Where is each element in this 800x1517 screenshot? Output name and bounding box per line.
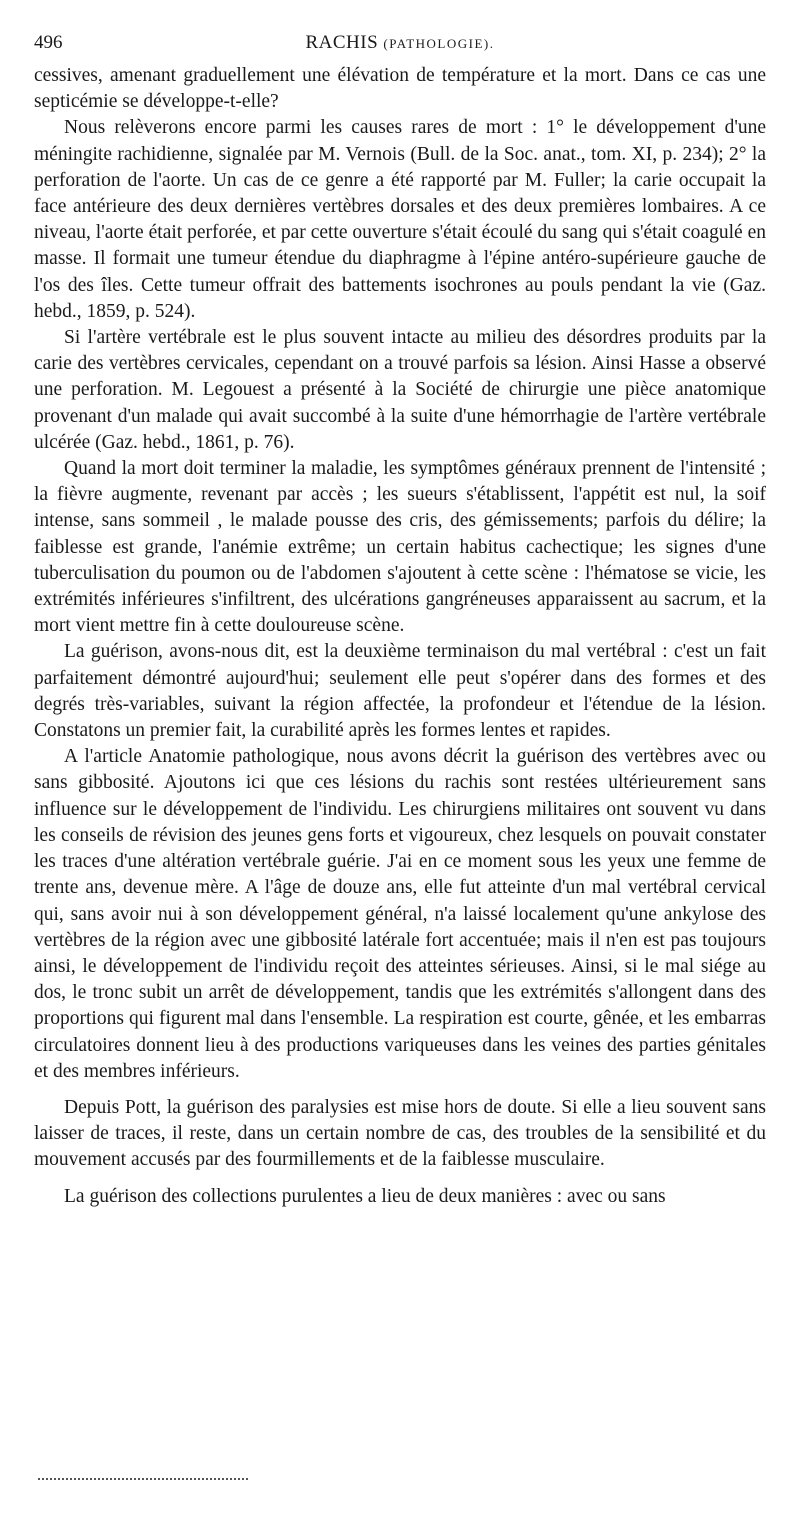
paragraph: Quand la mort doit terminer la maladie, les symptômes généraux prennent de l'intensité ; la fièvre augmente, revenant par accès ; les sueurs s'établissent, l'appétit est nul, la soif intense, sans sommeil , le malade pousse des cris, des gémissements; parfois du délire; la faiblesse est grande, l'anémie extrême; un certain habitus cachectique; les signes d'une tuberculisation du poumon ou de l'abdomen s'ajoutent à cette scène : l'hématose se vicie, les extrémités inférieures s'infiltrent, des ulcérations gangréneuses apparaissent au sacrum, et la mort vient mettre fin à cette douloureuse scène. (34, 458, 766, 637)
paragraph: La guérison, avons-nous dit, est la deuxième terminaison du mal vertébral : c'est un fait parfaitement démontré aujourd'hui; seulement elle peut s'opérer dans des formes et des degrés très-variables, suivant la région affectée, la profondeur et l'étendue de la lésion. Constatons un premier fait, la curabilité après les formes lentes et rapides. (34, 641, 766, 742)
page-number: 496 (34, 32, 63, 53)
paragraph: Nous relèverons encore parmi les causes rares de mort : 1° le développement d'une méningite rachidienne, signalée par M. Vernois (Bull. de la Soc. anat., tom. XI, p. 234); 2° la perforation de l'aorte. Un cas de ce genre a été rapporté par M. Fuller; la carie occupait la face antérieure des deux dernières vertèbres dorsales et des deux premières lombaires. A ce niveau, l'aorte était perforée, et par cette ouverture s'était écoulé du sang qui s'était coagulé en masse. Il formait une tumeur étendue du diaphragme à l'épine antéro-supérieure gauche de l'os des îles. Cette tumeur offrait des battements isochrones au pouls pendant la vie (Gaz. hebd., 1859, p. 524). (34, 117, 766, 322)
running-title-main: RACHIS (305, 32, 379, 53)
paragraph: Si l'artère vertébrale est le plus souvent intacte au milieu des désordres produits par la carie des vertèbres cervicales, cependant on a trouvé parfois sa lésion. Ainsi Hasse a observé une perforation. M. Legouest a présenté à la Société de chirurgie une pièce anatomique provenant d'un malade qui avait succombé à la suite d'une hémorrhagie de l'artère vertébrale ulcérée (Gaz. hebd., 1861, p. 76). (34, 327, 766, 453)
running-title (34, 30, 766, 57)
body-text (34, 63, 766, 1210)
footer-dotted-rule (38, 1478, 248, 1480)
paragraph: A l'article Anatomie pathologique, nous avons décrit la guérison des vertèbres avec ou sans gibbosité. Ajoutons ici que ces lésions du rachis sont restées ultérieurement sans influence sur le développement de l'individu. Les chirurgiens militaires ont souvent vu dans les conseils de révision des jeunes gens forts et vigoureux, chez lesquels on pouvait constater les traces d'une altération vertébrale guérie. J'ai en ce moment sous les yeux une femme de trente ans, devenue mère. A l'âge de douze ans, elle fut atteinte d'un mal vertébral cervical qui, sans avoir nui à son développement général, n'a laissé localement qu'une ankylose des vertèbres de la région avec une gibbosité latérale fort accentuée; mais il n'en est pas toujours ainsi, le développement de l'individu reçoit des atteintes sérieuses. Ainsi, si le mal siége au dos, le tronc subit un arrêt de développement, tandis que les extrémités s'allongent dans des proportions qui figurent mal dans l'ensemble. La respiration est courte, gênée, et les embarras circulatoires donnent lieu à des productions variqueuses dans les veines des parties génitales et des membres inférieurs. (34, 746, 766, 1082)
running-head (34, 30, 766, 56)
paragraph: cessives, amenant graduellement une élévation de température et la mort. Dans ce cas une septicémie se développe-t-elle? (34, 65, 766, 113)
running-title-section: (PATHOLOGIE). (383, 36, 495, 51)
paragraph: La guérison des collections purulentes a lieu de deux manières : avec ou sans (64, 1185, 666, 1207)
paragraph: Depuis Pott, la guérison des paralysies est mise hors de doute. Si elle a lieu souvent sans laisser de traces, il reste, dans un certain nombre de cas, des troubles de la sensibilité et du mouvement accusés par des fourmillements et de la faiblesse musculaire. (34, 1096, 766, 1171)
